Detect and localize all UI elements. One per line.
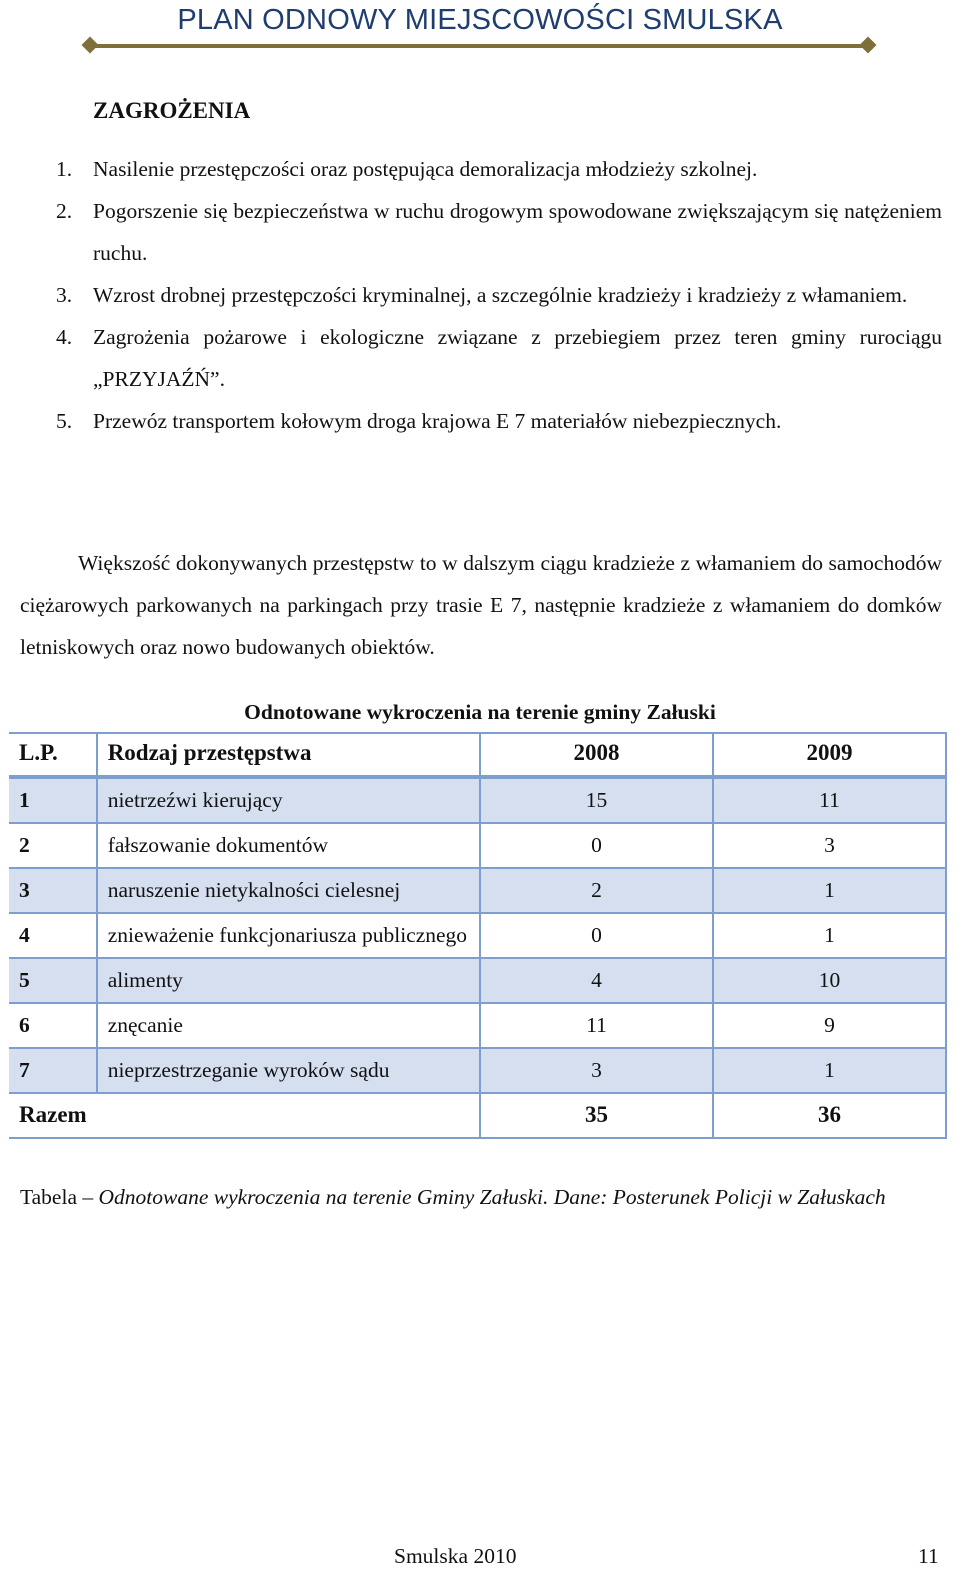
- cell-lp: 5: [9, 958, 97, 1003]
- header-year-2008: 2008: [480, 733, 713, 777]
- cell-lp: 2: [9, 823, 97, 868]
- list-item-number: 3.: [56, 283, 73, 307]
- table-row: [9, 1048, 946, 1093]
- total-label: Razem: [9, 1093, 97, 1138]
- table-row: [9, 868, 946, 913]
- total-empty-cell: [97, 1093, 480, 1138]
- table-row: [9, 777, 946, 823]
- table-total-row: [9, 1093, 946, 1138]
- cell-offence-type: znieważenie funkcjonariusza publicznego: [97, 913, 480, 958]
- header-year-2009: 2009: [713, 733, 946, 777]
- table-row: [9, 1003, 946, 1048]
- caption-text: Odnotowane wykroczenia na terenie Gminy Załuski. Dane: Posterunek Policji w Załuskach: [98, 1185, 886, 1209]
- total-2008: 35: [480, 1093, 713, 1138]
- list-item: [56, 316, 942, 400]
- cell-lp: 6: [9, 1003, 97, 1048]
- cell-2009: 1: [713, 913, 946, 958]
- cell-2009: 1: [713, 868, 946, 913]
- cell-2008: 3: [480, 1048, 713, 1093]
- cell-lp: 3: [9, 868, 97, 913]
- table-header-row: [9, 733, 946, 777]
- cell-2009: 3: [713, 823, 946, 868]
- cell-lp: 4: [9, 913, 97, 958]
- cell-2009: 9: [713, 1003, 946, 1048]
- caption-prefix: Tabela –: [20, 1185, 94, 1209]
- cell-2009: 11: [713, 777, 946, 823]
- header-rule: [90, 44, 868, 48]
- header-rule-right-diamond: [860, 37, 877, 54]
- cell-offence-type: znęcanie: [97, 1003, 480, 1048]
- cell-offence-type: nieprzestrzeganie wyroków sądu: [97, 1048, 480, 1093]
- cell-offence-type: naruszenie nietykalności cielesnej: [97, 868, 480, 913]
- list-item-text: Pogorszenie się bezpieczeństwa w ruchu drogowym spowodowane zwiększającym się natężeniem ruchu.: [93, 199, 942, 265]
- table-caption: [20, 1183, 920, 1211]
- list-item-text: Wzrost drobnej przestępczości kryminalnej, a szczególnie kradzieży i kradzieży z włamaniem.: [93, 283, 908, 307]
- list-item: [56, 190, 942, 274]
- table-title: Odnotowane wykroczenia na terenie gminy Załuski: [244, 700, 716, 724]
- cell-2009: 1: [713, 1048, 946, 1093]
- cell-offence-type: alimenty: [97, 958, 480, 1003]
- table-row: [9, 913, 946, 958]
- list-item: [56, 274, 942, 316]
- list-item-number: 2.: [56, 199, 73, 223]
- header-offence-type: Rodzaj przestępstwa: [97, 733, 480, 777]
- table-row: [9, 823, 946, 868]
- list-item: [56, 400, 942, 442]
- cell-2008: 4: [480, 958, 713, 1003]
- list-item-text: Zagrożenia pożarowe i ekologiczne związane z przebiegiem przez teren gminy rurociągu „PRZYJAŹŃ”.: [93, 325, 942, 391]
- cell-2008: 0: [480, 913, 713, 958]
- page-number: 11: [918, 1544, 939, 1568]
- header-lp: L.P.: [9, 733, 97, 777]
- total-2009: 36: [713, 1093, 946, 1138]
- threats-list: [56, 148, 942, 442]
- footer-text: Smulska 2010: [394, 1544, 517, 1568]
- list-item-text: Przewóz transportem kołowym droga krajowa E 7 materiałów niebezpiecznych.: [93, 409, 782, 433]
- list-item-number: 5.: [56, 409, 73, 433]
- body-paragraph: Większość dokonywanych przestępstw to w dalszym ciągu kradzieże z włamaniem do samochodów ciężarowych parkowanych na parkingach przy trasie E 7, następnie kradzieże z włamaniem do domków letniskowych oraz nowo budowanych obiektów.: [20, 551, 942, 659]
- offences-table: [9, 732, 947, 1139]
- cell-lp: 7: [9, 1048, 97, 1093]
- cell-2008: 11: [480, 1003, 713, 1048]
- cell-2008: 0: [480, 823, 713, 868]
- header-rule-left-diamond: [82, 37, 99, 54]
- page-header-title: PLAN ODNOWY MIEJSCOWOŚCI SMULSKA: [177, 4, 783, 36]
- list-item-number: 4.: [56, 325, 73, 349]
- table-row: [9, 958, 946, 1003]
- cell-2009: 10: [713, 958, 946, 1003]
- cell-offence-type: nietrzeźwi kierujący: [97, 777, 480, 823]
- list-item-number: 1.: [56, 157, 73, 181]
- cell-2008: 15: [480, 777, 713, 823]
- list-item: [56, 148, 942, 190]
- list-item-text: Nasilenie przestępczości oraz postępująca demoralizacja młodzieży szkolnej.: [93, 157, 758, 181]
- cell-lp: 1: [9, 777, 97, 823]
- cell-2008: 2: [480, 868, 713, 913]
- section-heading: ZAGROŻENIA: [93, 98, 251, 123]
- cell-offence-type: fałszowanie dokumentów: [97, 823, 480, 868]
